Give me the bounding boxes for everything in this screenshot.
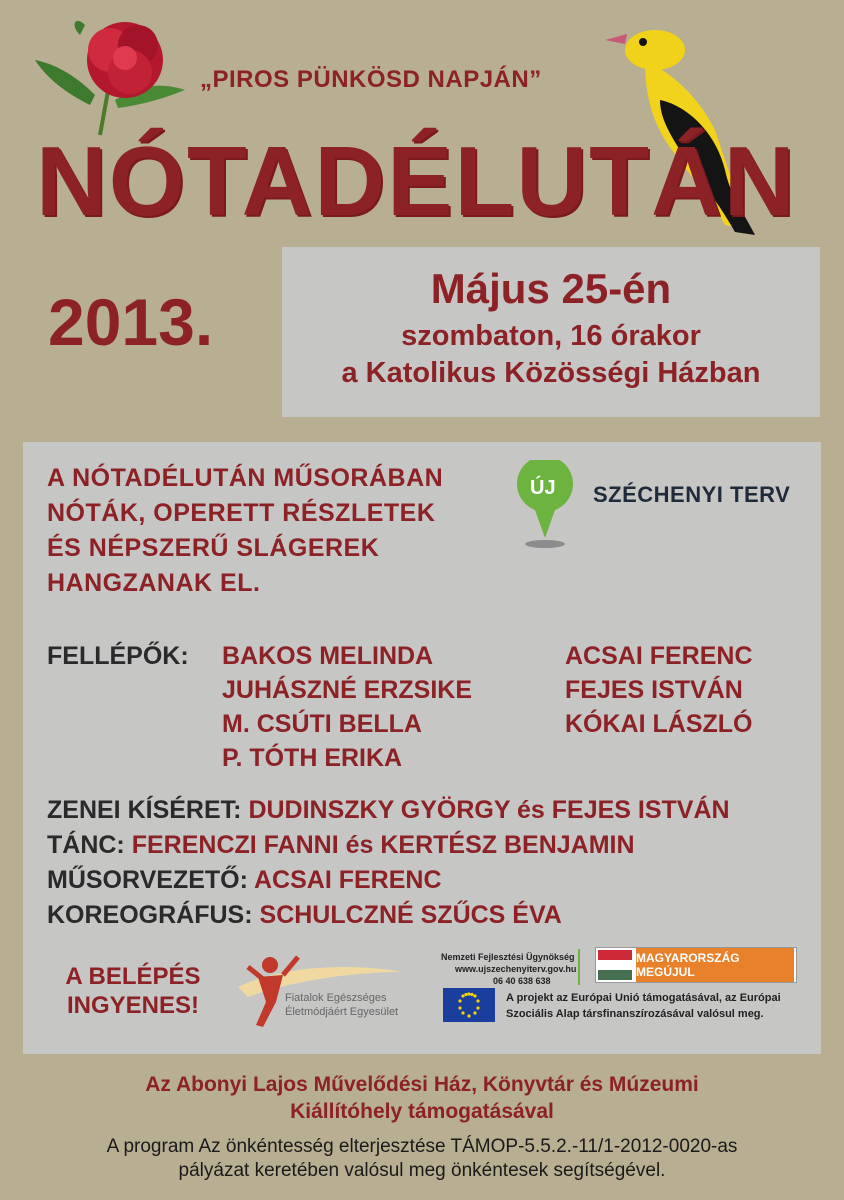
credit-label: KOREOGRÁFUS: <box>47 901 253 929</box>
credit-label: ZENEI KÍSÉRET: <box>47 796 242 824</box>
credit-value: DUDINSZKY GYÖRGY és FEJES ISTVÁN <box>248 796 730 824</box>
performers-label: FELLÉPŐK: <box>47 642 189 670</box>
divider <box>578 949 580 985</box>
performer-name: P. TÓTH ERIKA <box>222 744 403 772</box>
credit-line <box>47 831 635 860</box>
program-note: pályázat keretében valósul meg önkéntesek segítségével. <box>178 1160 666 1181</box>
program-line: NÓTÁK, OPERETT RÉSZLETEK <box>47 499 436 527</box>
association-name-line: Életmódjáért Egyesület <box>285 1006 399 1018</box>
mm-logo <box>595 947 797 983</box>
performer-name: BAKOS MELINDA <box>222 642 434 670</box>
credit-value: FERENCZI FANNI és KERTÉSZ BENJAMIN <box>131 831 635 859</box>
sponsor-line: Kiállítóhely támogatásával <box>290 1100 554 1123</box>
eu-flag-icon <box>443 988 495 1022</box>
eu-text: Szociális Alap társfinanszírozásával valósul meg. <box>506 1008 764 1020</box>
credit-value: SCHULCZNÉ SZŰCS ÉVA <box>259 901 562 929</box>
performer-name: KÓKAI LÁSZLÓ <box>565 710 753 738</box>
credit-label: TÁNC: <box>47 831 125 859</box>
event-place: a Katolikus Közösségi Házban <box>341 357 761 389</box>
szechenyi-name: SZÉCHENYI TERV <box>593 482 791 507</box>
event-time: szombaton, 16 órakor <box>401 320 701 352</box>
program-line: A NÓTADÉLUTÁN MŰSORÁBAN <box>47 464 444 492</box>
credit-line <box>47 866 442 895</box>
credit-label: MŰSORVEZETŐ: <box>47 866 248 894</box>
program-line: ÉS NÉPSZERŰ SLÁGEREK <box>47 534 380 562</box>
credit-line <box>47 901 562 930</box>
credit-value: ACSAI FERENC <box>253 866 442 894</box>
event-year: 2013. <box>48 285 214 359</box>
event-subtitle: „PIROS PÜNKÖSD NAPJÁN” <box>200 66 542 93</box>
date-panel <box>282 247 820 417</box>
hungarian-flag-icon <box>598 950 632 980</box>
eu-text: A projekt az Európai Unió támogatásával, az Európai <box>506 992 781 1004</box>
szechenyi-pin-icon <box>515 460 575 550</box>
szechenyi-badge: ÚJ <box>530 477 556 499</box>
sponsor-line: Az Abonyi Lajos Művelődési Ház, Könyvtár és Múzeumi <box>145 1073 699 1096</box>
performer-name: ACSAI FERENC <box>565 642 753 670</box>
agency-web: www.ujszechenyiterv.gov.hu <box>455 964 577 974</box>
peony-flower-image <box>30 10 190 140</box>
event-title: NÓTADÉLUTÁN <box>36 126 797 236</box>
program-note: A program Az önkéntesség elterjesztése TÁMOP-5.5.2.-11/1-2012-0020-as <box>106 1136 738 1157</box>
event-day: Május 25-én <box>430 265 672 312</box>
free-entry-notice <box>53 962 213 1020</box>
performer-name: FEJES ISTVÁN <box>565 676 743 704</box>
entry-line: INGYENES! <box>66 992 200 1019</box>
mm-label: MAGYARORSZÁG MEGÚJUL <box>636 948 794 982</box>
agency-phone: 06 40 638 638 <box>493 976 551 986</box>
program-line: HANGZANAK EL. <box>47 569 261 597</box>
credit-line <box>47 796 730 825</box>
performer-name: M. CSÚTI BELLA <box>222 710 422 738</box>
agency-name: Nemzeti Fejlesztési Ügynökség <box>441 952 575 962</box>
association-name-line: Fiatalok Egészséges <box>285 992 387 1004</box>
program-panel <box>23 442 821 1054</box>
entry-line: A BELÉPÉS <box>65 963 201 990</box>
performer-name: JUHÁSZNÉ ERZSIKE <box>222 676 473 704</box>
